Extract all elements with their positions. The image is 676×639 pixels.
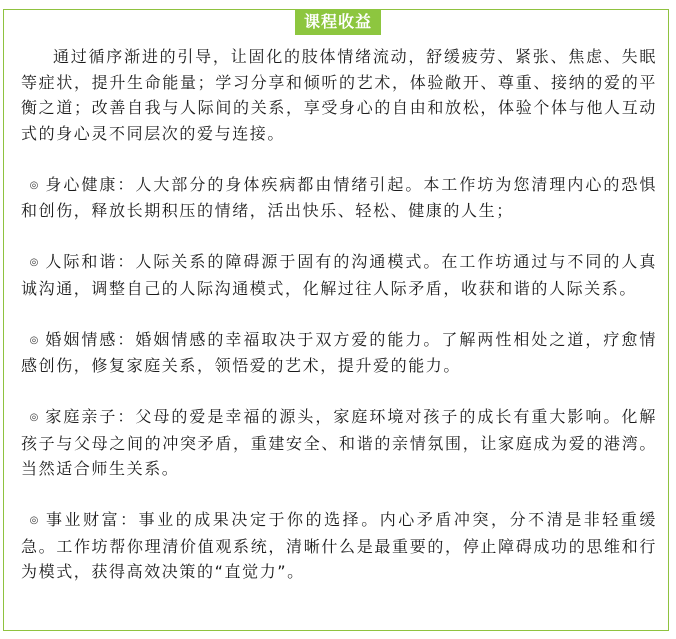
bullet-icon: ◎ (29, 179, 39, 191)
section-title: 课程收益 (295, 9, 381, 35)
benefit-text: 婚姻情感：婚姻情感的幸福取决于双方爱的能力。了解两性相处之道，疗愈情感创伤，修复家庭关系，领悟爱的艺术，提升爱的能力。 (21, 329, 657, 375)
section-content (21, 44, 657, 585)
benefit-item-health (21, 172, 657, 224)
benefit-item-career (21, 507, 657, 585)
benefit-item-relationships (21, 249, 657, 301)
bullet-icon: ◎ (29, 412, 39, 423)
benefit-text: 人际和谐：人际关系的障碍源于固有的沟通模式。在工作坊通过与不同的人真诚沟通，调整自己的人际沟通模式，化解过往人际矛盾，收获和谐的人际关系。 (21, 252, 657, 298)
bullet-icon: ◎ (29, 515, 39, 526)
benefit-text: 事业财富：事业的成果决定于你的选择。内心矛盾冲突，分不清是非轻重缓急。工作坊帮你理清价值观系统，清晰什么是最重要的，停止障碍成功的思维和行为模式，获得高效决策的“直觉力”。 (21, 510, 657, 581)
bullet-icon: ◎ (29, 334, 39, 346)
benefit-text: 家庭亲子：父母的爱是幸福的源头，家庭环境对孩子的成长有重大影响。化解孩子与父母之间的冲突矛盾，重建安全、和谐的亲情氛围，让家庭成为爱的港湾。当然适合师生关系。 (21, 407, 657, 478)
bullet-icon: ◎ (29, 257, 39, 268)
benefit-item-marriage (21, 327, 657, 379)
benefit-text: 身心健康：人大部分的身体疾病都由情绪引起。本工作坊为您清理内心的恐惧和创伤，释放长期积压的情绪，活出快乐、轻松、健康的人生； (21, 174, 657, 220)
intro-paragraph: 通过循序渐进的引导，让固化的肢体情绪流动，舒缓疲劳、紧张、焦虑、失眠等症状，提升生命能量；学习分享和倾听的艺术，体验敞开、尊重、接纳的爱的平衡之道；改善自我与人际间的关系，享受身心的自由和放松，体验个体与他人互动式的身心灵不同层次的爱与连接。 (21, 47, 657, 143)
benefit-item-family (21, 404, 657, 482)
